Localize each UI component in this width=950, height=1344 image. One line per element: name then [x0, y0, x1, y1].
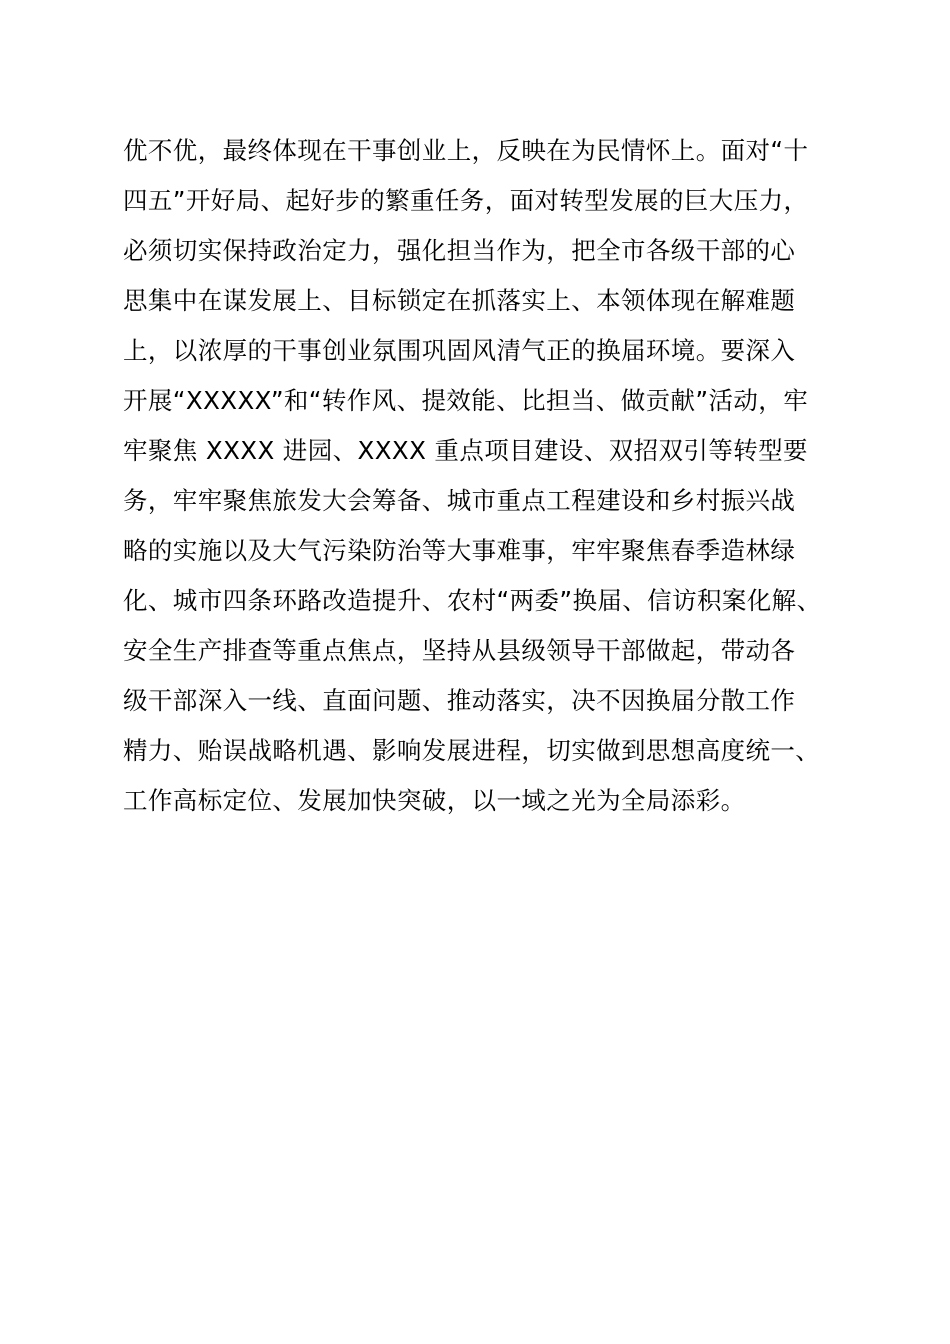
paragraph-line: 必须切实保持政治定力，强化担当作为，把全市各级干部的心 [123, 236, 796, 265]
paragraph-line: 化、城市四条环路改造提升、农村“两委”换届、信访积案化解、 [123, 586, 822, 615]
paragraph-line: 工作高标定位、发展加快突破，以一域之光为全局添彩。 [123, 786, 746, 815]
paragraph-line: 务，牢牢聚焦旅发大会筹备、城市重点工程建设和乡村振兴战 [123, 486, 796, 515]
paragraph-line: 四五”开好局、起好步的繁重任务，面对转型发展的巨大压力， [123, 186, 809, 215]
paragraph-line: 牢聚焦 XXXX 进园、XXXX 重点项目建设、双招双引等转型要 [123, 436, 808, 465]
paragraph-line: 精力、贻误战略机遇、影响发展进程，切实做到思想高度统一、 [123, 736, 821, 765]
paragraph-line: 安全生产排查等重点焦点，坚持从县级领导干部做起，带动各 [123, 636, 796, 665]
paragraph-line: 思集中在谋发展上、目标锁定在抓落实上、本领体现在解难题 [123, 286, 796, 315]
paragraph-line: 略的实施以及大气污染防治等大事难事，牢牢聚焦春季造林绿 [123, 536, 796, 565]
paragraph-line: 优不优，最终体现在干事创业上，反映在为民情怀上。面对“十 [123, 136, 809, 165]
body-paragraph [123, 126, 853, 826]
paragraph-line: 级干部深入一线、直面问题、推动落实，决不因换届分散工作 [123, 686, 796, 715]
paragraph-line: 上，以浓厚的干事创业氛围巩固风清气正的换届环境。要深入 [123, 336, 796, 365]
paragraph-line: 开展“XXXXX”和“转作风、提效能、比担当、做贡献”活动，牢 [123, 386, 809, 415]
